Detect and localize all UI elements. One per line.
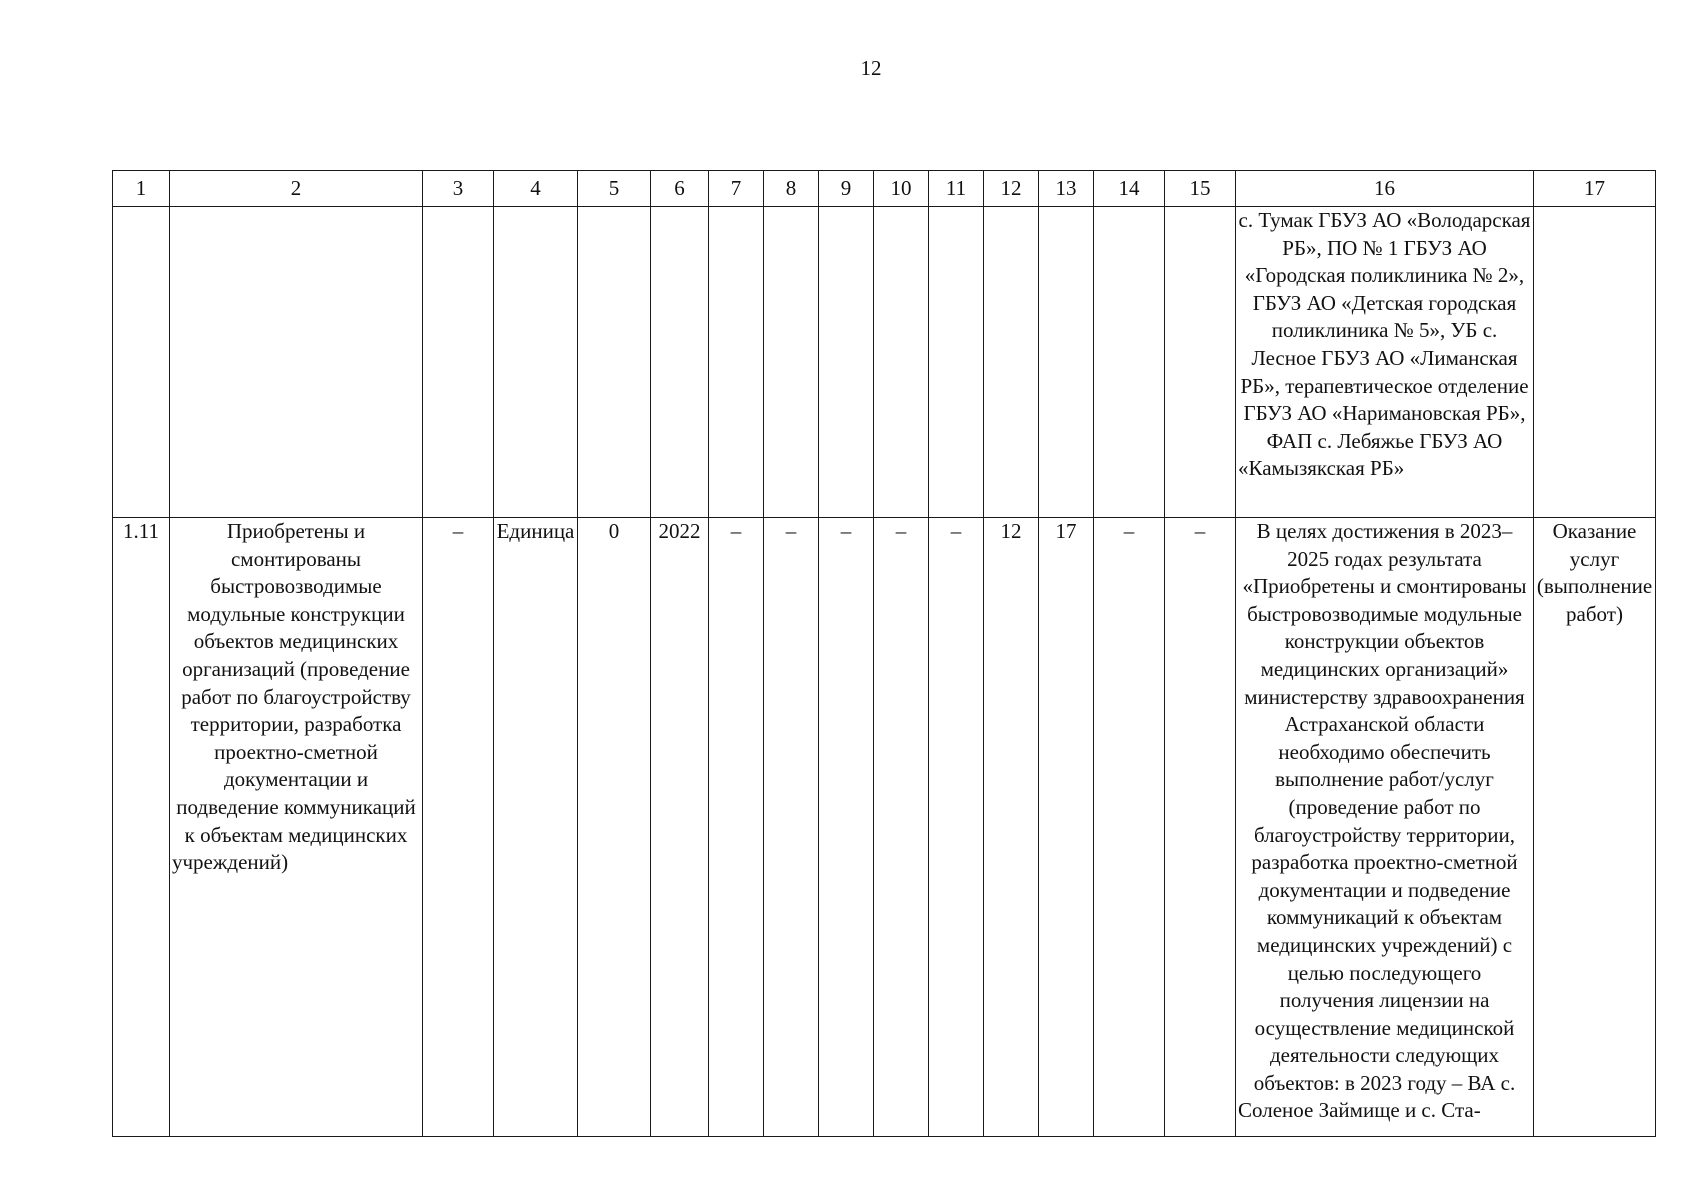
header-cell-14: 14	[1094, 171, 1165, 207]
header-cell-7: 7	[709, 171, 764, 207]
header-cell-9: 9	[819, 171, 874, 207]
table-row-1-11	[113, 518, 1656, 1137]
cell-col13: 17	[1039, 518, 1094, 1137]
cell-cont-6	[651, 207, 709, 518]
header-cell-6: 6	[651, 171, 709, 207]
cell-cont-5	[578, 207, 651, 518]
cell-cont-9	[819, 207, 874, 518]
header-cell-12: 12	[984, 171, 1039, 207]
cell-cont-11	[929, 207, 984, 518]
header-cell-2: 2	[170, 171, 423, 207]
cell-col12: 12	[984, 518, 1039, 1137]
header-row	[113, 171, 1656, 207]
header-cell-16: 16	[1236, 171, 1534, 207]
cell-cont-13	[1039, 207, 1094, 518]
header-cell-4: 4	[494, 171, 578, 207]
cell-cont-17	[1534, 207, 1656, 518]
header-cell-3: 3	[423, 171, 494, 207]
data-table	[112, 170, 1656, 1137]
cell-cont-15	[1165, 207, 1236, 518]
cell-cont-3	[423, 207, 494, 518]
header-cell-13: 13	[1039, 171, 1094, 207]
cell-description: В целях достижения в 2023–2025 годах результата «Приобретены и смонтированы быстровозводимые модульные конструкции объектов медицинских организаций» министерству здравоохранения Астраханской области необходимо обеспечить выполнение работ/услуг (проведение работ по благоустройству территории, разработка проектно-сметной документации и подведение коммуникаций к объектам медицинских учреждений) с целью последующего получения лицензии на осуществление медицинской деятельности следующих объектов: в 2023 году – ВА с. Соленое Займище и с. Ста-	[1236, 518, 1534, 1137]
header-cell-17: 17	[1534, 171, 1656, 207]
header-cell-11: 11	[929, 171, 984, 207]
cell-cont-12	[984, 207, 1039, 518]
cell-cont-7	[709, 207, 764, 518]
cell-cont-16-institutions: с. Тумак ГБУЗ АО «Володарская РБ», ПО № 1 ГБУЗ АО «Городская поликлиника № 2», ГБУЗ АО «Детская городская поликлиника № 5», УБ с. Лесное ГБУЗ АО «Лиманская РБ», терапевтическое отделение ГБУЗ АО «Наримановская РБ», ФАП с. Лебяжье ГБУЗ АО «Камызякская РБ»	[1236, 207, 1534, 518]
cell-cont-8	[764, 207, 819, 518]
cell-col14: –	[1094, 518, 1165, 1137]
cell-cont-1	[113, 207, 170, 518]
table-row-continuation	[113, 207, 1656, 518]
cell-cont-2	[170, 207, 423, 518]
cell-col9: –	[819, 518, 874, 1137]
page-number: 12	[860, 56, 882, 80]
header-cell-5: 5	[578, 171, 651, 207]
header-cell-15: 15	[1165, 171, 1236, 207]
cell-col11: –	[929, 518, 984, 1137]
cell-col7: –	[709, 518, 764, 1137]
cell-result-type: Оказание услуг (выполнение работ)	[1534, 518, 1656, 1137]
cell-cont-14	[1094, 207, 1165, 518]
header-cell-1: 1	[113, 171, 170, 207]
header-cell-10: 10	[874, 171, 929, 207]
cell-cont-4	[494, 207, 578, 518]
header-cell-8: 8	[764, 171, 819, 207]
cell-row-number: 1.11	[113, 518, 170, 1137]
cell-cont-10	[874, 207, 929, 518]
cell-col15: –	[1165, 518, 1236, 1137]
cell-base-value: 0	[578, 518, 651, 1137]
cell-col10: –	[874, 518, 929, 1137]
cell-unit: Единица	[494, 518, 578, 1137]
cell-result-name: Приобретены и смонтированы быстровозводимые модульные конструкции объектов медицинских организаций (проведение работ по благоустройству территории, разработка проектно-сметной документации и подведение коммуникаций к объектам медицинских учреждений)	[170, 518, 423, 1137]
cell-col8: –	[764, 518, 819, 1137]
cell-col3: –	[423, 518, 494, 1137]
cell-base-year: 2022	[651, 518, 709, 1137]
